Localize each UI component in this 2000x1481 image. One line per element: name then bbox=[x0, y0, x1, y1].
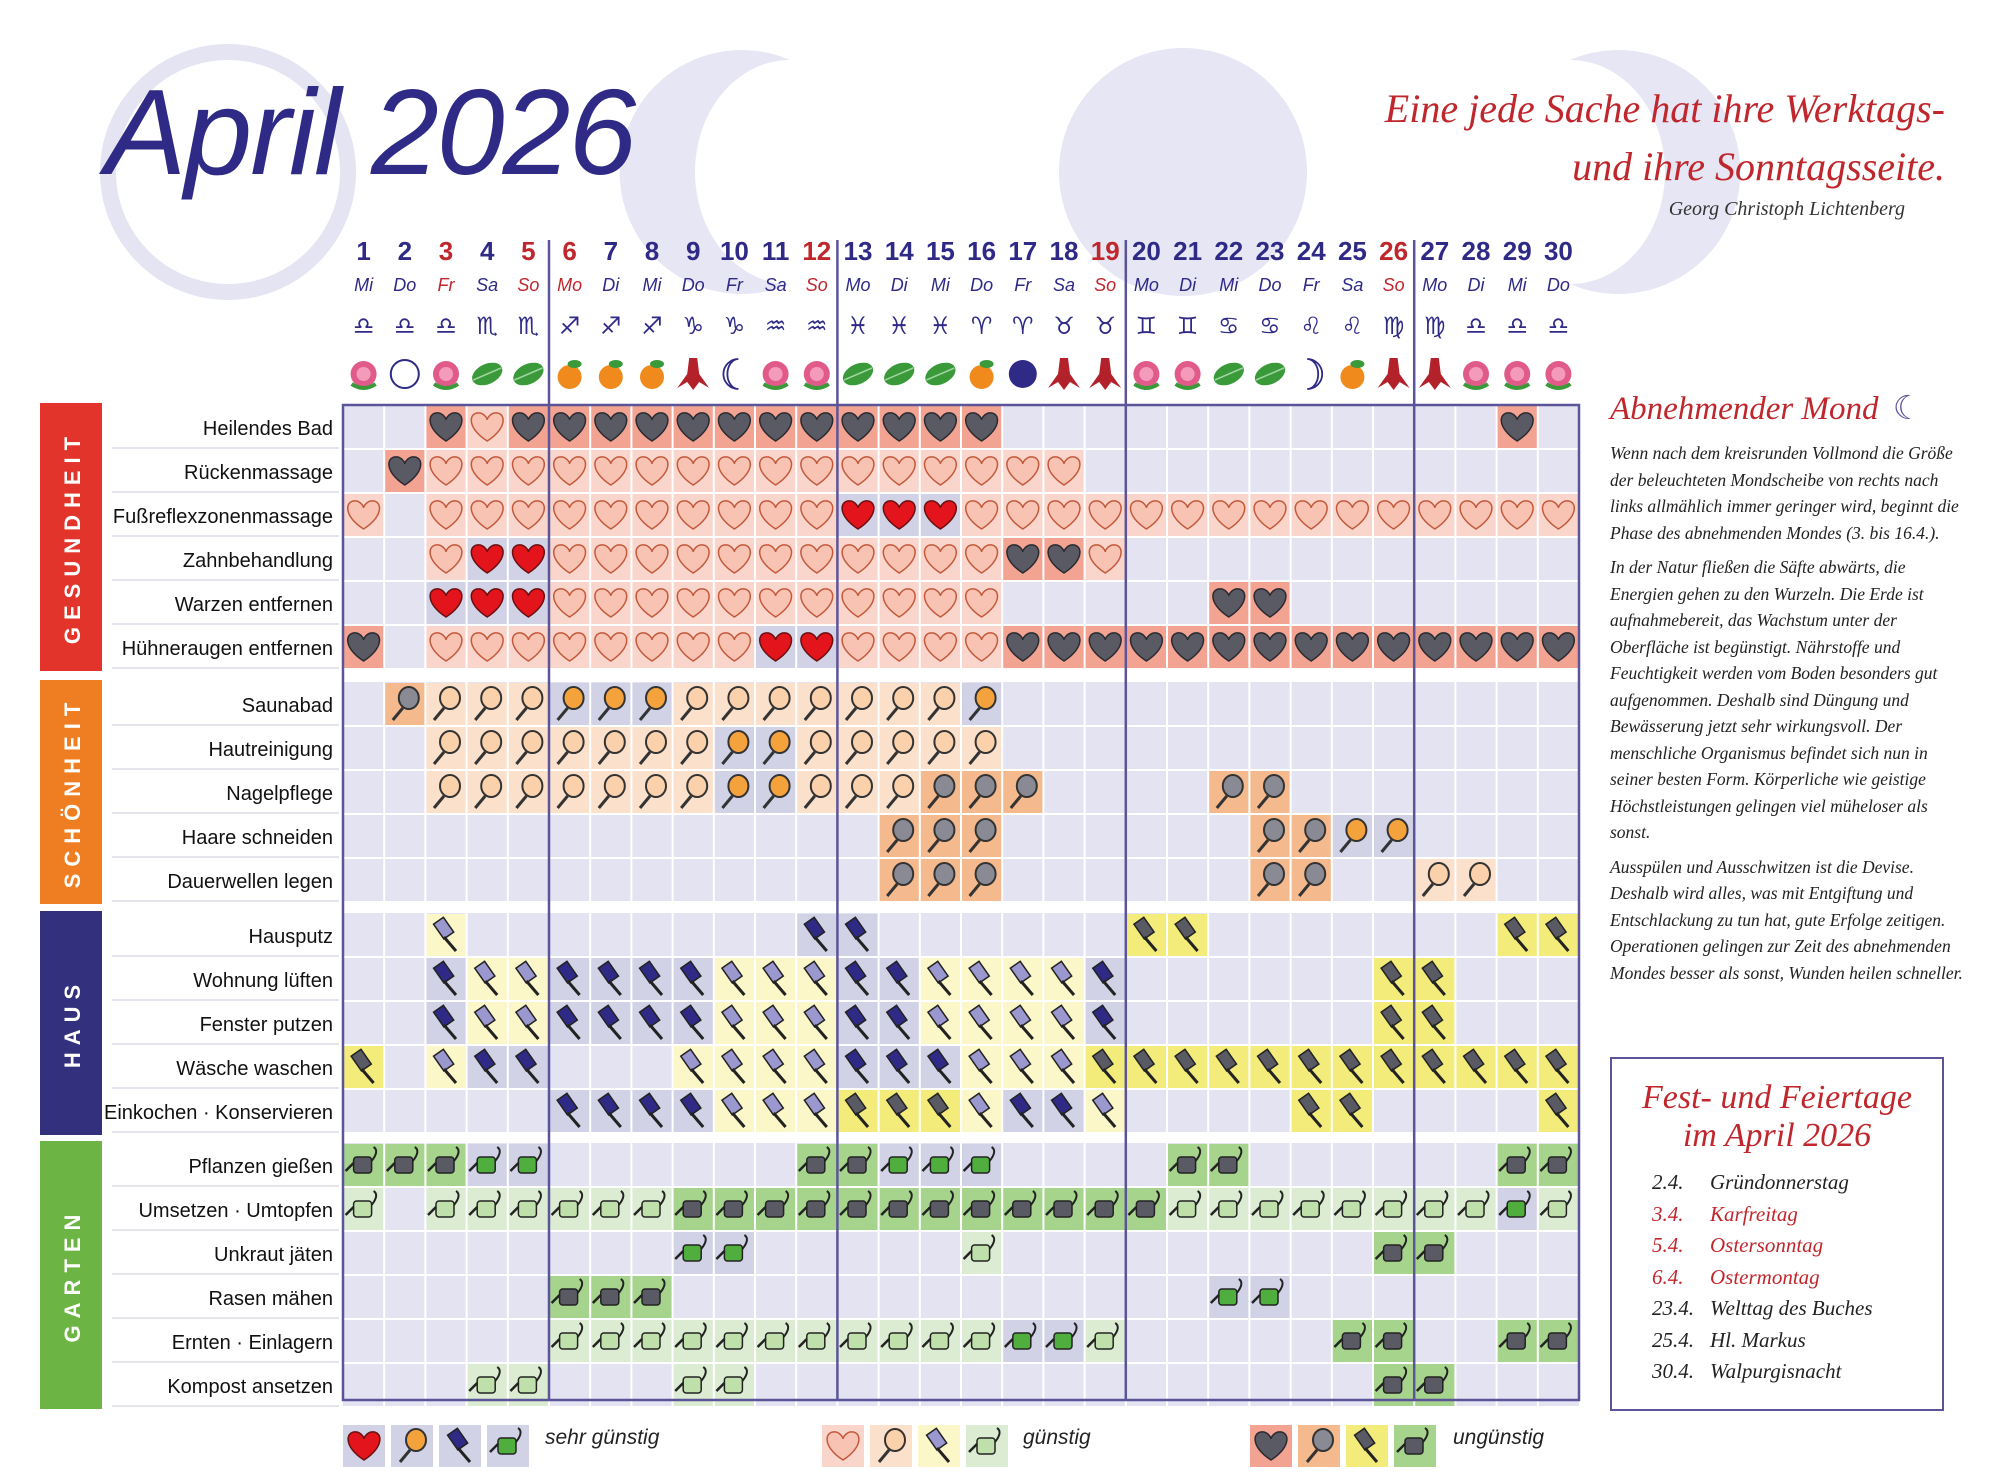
crescent-icon bbox=[723, 359, 738, 389]
legend-good-label: günstig bbox=[1023, 1426, 1091, 1449]
holiday-title-line-1: Fest- und Feiertage bbox=[1641, 1079, 1913, 1116]
moon-paragraph-3: Ausspülen und Ausschwitzen ist die Devise. Deshalb wird alles, was mit Entgiftung und Entschlackung zu tun hat, gute Erfolge zeitigen. Operationen gelingen zur Zeit des abnehmenden Mondes besser als sonst, Wunden heilen schneller. bbox=[1610, 856, 1963, 983]
day-number: 29 bbox=[1502, 236, 1532, 266]
fruit-icon bbox=[558, 360, 582, 389]
leaf-icon bbox=[1251, 358, 1288, 390]
weekday: So bbox=[805, 275, 828, 295]
weekday: Fr bbox=[725, 275, 743, 295]
leaf-icon bbox=[510, 358, 547, 390]
weekday: Do bbox=[681, 275, 705, 295]
weekday: Mo bbox=[1422, 275, 1448, 295]
weekday: Sa bbox=[1341, 275, 1364, 295]
holiday-item bbox=[1652, 1167, 1873, 1199]
section-title: GARTEN bbox=[60, 1207, 85, 1343]
row-label: Dauerwellen legen bbox=[167, 871, 333, 893]
zodiac-sign-icon: ♏ bbox=[476, 312, 498, 340]
zodiac-sign-icon: ♐ bbox=[600, 312, 622, 340]
row-label: Unkraut jäten bbox=[214, 1244, 333, 1266]
weekday: Fr bbox=[1302, 275, 1320, 295]
weekday: Mo bbox=[557, 275, 583, 295]
weekday: Do bbox=[970, 275, 994, 295]
day-number: 21 bbox=[1173, 236, 1203, 266]
day-number: 7 bbox=[603, 236, 619, 266]
weekday: Di bbox=[890, 275, 908, 295]
zodiac-sign-icon: ♓ bbox=[847, 312, 869, 340]
holiday-item bbox=[1652, 1262, 1873, 1294]
row-label: Wäsche waschen bbox=[176, 1058, 333, 1080]
day-number: 18 bbox=[1049, 236, 1079, 266]
section-title: SCHÖNHEIT bbox=[60, 695, 85, 889]
zodiac-sign-icon: ♍ bbox=[1424, 312, 1446, 340]
day-number: 23 bbox=[1255, 236, 1285, 266]
day-number: 13 bbox=[843, 236, 873, 266]
holiday-box bbox=[1610, 1057, 1944, 1411]
zodiac-sign-icon: ♑ bbox=[723, 312, 746, 340]
holiday-name: Ostermontag bbox=[1710, 1264, 1820, 1289]
holiday-name: Gründonnerstag bbox=[1710, 1170, 1849, 1194]
moon-phase-title bbox=[1610, 388, 1922, 428]
holiday-list bbox=[1652, 1167, 1873, 1388]
zodiac-sign-icon: ♋ bbox=[1218, 312, 1240, 340]
zodiac-sign-icon: ♉ bbox=[1094, 312, 1116, 340]
zodiac-sign-icon: ♒ bbox=[806, 312, 828, 340]
row-label: Warzen entfernen bbox=[174, 594, 333, 616]
moon-phase-text bbox=[1610, 440, 1965, 994]
row-label: Fenster putzen bbox=[199, 1014, 333, 1036]
fruit-icon bbox=[970, 360, 994, 389]
leaf-icon bbox=[1210, 358, 1247, 390]
root-icon bbox=[1048, 358, 1080, 390]
zodiac-sign-icon: ♊ bbox=[1176, 312, 1199, 340]
row-label: Nagelpflege bbox=[226, 783, 333, 805]
crescent-wax-icon bbox=[1307, 359, 1322, 389]
day-number: 28 bbox=[1461, 236, 1491, 266]
legend-bad-label: ungünstig bbox=[1453, 1426, 1545, 1449]
day-number: 30 bbox=[1543, 236, 1573, 266]
quote-line-1: Eine jede Sache hat ihre Werktags- bbox=[1384, 86, 1945, 131]
row-label: Hausputz bbox=[248, 926, 333, 948]
day-number: 10 bbox=[719, 236, 749, 266]
flower-icon bbox=[433, 361, 459, 388]
day-number: 19 bbox=[1090, 236, 1120, 266]
weekday: Di bbox=[1467, 275, 1485, 295]
moon-phase-title-text: Abnehmender Mond bbox=[1610, 391, 1879, 427]
weekday: Mi bbox=[1507, 275, 1527, 295]
holiday-item bbox=[1652, 1199, 1873, 1231]
weekday: So bbox=[1094, 275, 1117, 295]
holiday-date: 23.4. bbox=[1652, 1296, 1694, 1320]
weekday: So bbox=[1382, 275, 1405, 295]
holiday-date: 3.4. bbox=[1652, 1201, 1684, 1226]
flower-icon bbox=[763, 361, 789, 388]
holiday-date: 6.4. bbox=[1652, 1264, 1684, 1289]
zodiac-sign-icon: ♊ bbox=[1135, 312, 1158, 340]
row-label: Rasen mähen bbox=[208, 1288, 333, 1310]
zodiac-sign-icon: ♏ bbox=[517, 312, 540, 340]
flower-icon bbox=[351, 361, 377, 388]
waning-moon-icon: ☾ bbox=[1892, 391, 1923, 427]
weekday: Mo bbox=[1133, 275, 1159, 295]
zodiac-sign-icon: ♎ bbox=[435, 312, 457, 340]
section-title: HAUS bbox=[60, 977, 85, 1069]
weekday: Mi bbox=[930, 275, 950, 295]
row-label: Hühneraugen entfernen bbox=[121, 638, 333, 660]
quote-author: Georg Christoph Lichtenberg bbox=[1668, 198, 1905, 220]
zodiac-sign-icon: ♒ bbox=[764, 312, 787, 340]
day-number: 15 bbox=[925, 236, 955, 266]
zodiac-sign-icon: ♐ bbox=[558, 312, 581, 340]
day-number: 11 bbox=[761, 236, 790, 266]
weekday: Sa bbox=[1052, 275, 1076, 295]
row-label: Wohnung lüften bbox=[193, 970, 333, 992]
weekday: Sa bbox=[476, 275, 499, 295]
zodiac-sign-icon: ♈ bbox=[1012, 312, 1034, 340]
weekday: Di bbox=[602, 275, 620, 295]
holiday-date: 5.4. bbox=[1652, 1233, 1684, 1257]
holiday-date: 25.4. bbox=[1652, 1327, 1694, 1352]
row-label: Saunabad bbox=[241, 695, 333, 717]
zodiac-sign-icon: ♌ bbox=[1300, 312, 1322, 340]
row-label: Einkochen · Konservieren bbox=[103, 1102, 333, 1124]
zodiac-sign-icon: ♎ bbox=[352, 312, 375, 340]
zodiac-sign-icon: ♉ bbox=[1053, 312, 1075, 340]
day-number: 16 bbox=[967, 236, 997, 266]
zodiac-sign-icon: ♎ bbox=[1547, 312, 1570, 340]
root-icon bbox=[1089, 358, 1121, 390]
zodiac-sign-icon: ♎ bbox=[394, 312, 416, 340]
row-label: Rückenmassage bbox=[184, 462, 333, 484]
row-label: Haare schneiden bbox=[181, 827, 333, 849]
root-icon bbox=[677, 358, 709, 390]
weekday: Fr bbox=[437, 275, 455, 295]
day-number: 2 bbox=[397, 236, 413, 266]
page-title: April 2026 bbox=[105, 64, 635, 200]
quote-line-2: und ihre Sonntagsseite. bbox=[1572, 144, 1945, 189]
day-number: 26 bbox=[1379, 236, 1409, 266]
section-title: GESUNDHEIT bbox=[60, 429, 85, 645]
day-number: 22 bbox=[1214, 236, 1244, 266]
day-number: 12 bbox=[802, 236, 832, 266]
fruit-icon bbox=[599, 360, 623, 389]
weekday: Do bbox=[1546, 275, 1570, 295]
day-number: 27 bbox=[1420, 236, 1450, 266]
holiday-item bbox=[1652, 1293, 1873, 1325]
holiday-item bbox=[1652, 1325, 1873, 1357]
root-icon bbox=[1419, 358, 1451, 390]
row-label: Hautreinigung bbox=[208, 739, 333, 761]
holiday-name: Ostersonntag bbox=[1710, 1233, 1824, 1257]
leaf-icon bbox=[880, 358, 917, 390]
flower-icon bbox=[1545, 361, 1571, 388]
weekday: Di bbox=[1179, 275, 1197, 295]
day-number: 25 bbox=[1337, 236, 1367, 266]
weekday: Fr bbox=[1014, 275, 1032, 295]
day-number: 8 bbox=[644, 236, 660, 266]
zodiac-sign-icon: ♍ bbox=[1382, 312, 1405, 340]
row-label: Fußreflexzonenmassage bbox=[112, 506, 333, 528]
row-label: Pflanzen gießen bbox=[188, 1156, 333, 1178]
moon-paragraph-2: In der Natur fließen die Säfte abwärts, die Energien gehen zu den Wurzeln. Die Erde ist aufnahmebereit, das Wachstum unter der Oberfläche ist begünstigt. Nährstoffe und Feuchtigkeit werden vom Boden besonders gut aufgenommen. Deshalb sind Düngung und Bewässerung jetzt sehr wirkungsvoll. Der menschliche Organismus befindet sich nun in seiner besten Form. Körperliche wie geistige Höchstleistungen gelingen viel müheloser als sonst. bbox=[1610, 557, 1938, 842]
holiday-title bbox=[1612, 1079, 1942, 1155]
day-number: 17 bbox=[1008, 236, 1038, 266]
zodiac-sign-icon: ♓ bbox=[888, 312, 910, 340]
holiday-item bbox=[1652, 1230, 1873, 1262]
flower-icon bbox=[1133, 361, 1159, 388]
day-number: 24 bbox=[1296, 236, 1326, 266]
holiday-name: Karfreitag bbox=[1710, 1201, 1798, 1226]
weekday: Do bbox=[1258, 275, 1282, 295]
day-number: 9 bbox=[685, 236, 701, 266]
flower-icon bbox=[1175, 361, 1201, 388]
row-label: Umsetzen · Umtopfen bbox=[138, 1200, 333, 1222]
weekday: Do bbox=[393, 275, 417, 295]
holiday-item bbox=[1652, 1356, 1873, 1388]
zodiac-sign-icon: ♌ bbox=[1341, 312, 1364, 340]
flower-icon bbox=[1504, 361, 1530, 388]
root-icon bbox=[1378, 358, 1410, 390]
row-label: Kompost ansetzen bbox=[167, 1376, 333, 1398]
weekday: Mi bbox=[642, 275, 662, 295]
holiday-name: Walpurgisnacht bbox=[1710, 1359, 1842, 1383]
zodiac-sign-icon: ♎ bbox=[1506, 312, 1528, 340]
moon-paragraph-1: Wenn nach dem kreisrunden Vollmond die Größe der beleuchteten Mondscheibe von rechts nach links allmählich immer geringer wird, beginnt die Phase des abnehmenden Mondes (3. bis 16.4.). bbox=[1610, 443, 1959, 543]
zodiac-sign-icon: ♑ bbox=[682, 312, 704, 340]
newmoon-icon bbox=[1009, 360, 1037, 388]
holiday-name: Hl. Markus bbox=[1710, 1327, 1806, 1352]
fruit-icon bbox=[640, 360, 664, 389]
weekday: Mo bbox=[845, 275, 871, 295]
zodiac-sign-icon: ♈ bbox=[970, 312, 993, 340]
weekday: So bbox=[517, 275, 540, 295]
row-label: Zahnbehandlung bbox=[182, 550, 333, 572]
day-number: 5 bbox=[521, 236, 536, 266]
day-number: 14 bbox=[884, 236, 914, 266]
zodiac-sign-icon: ♎ bbox=[1465, 312, 1487, 340]
weekday: Mi bbox=[1219, 275, 1239, 295]
leaf-icon bbox=[468, 358, 505, 390]
holiday-date: 2.4. bbox=[1652, 1170, 1684, 1194]
flower-icon bbox=[804, 361, 830, 388]
weekday: Sa bbox=[764, 275, 787, 295]
fullmoon-outline-icon bbox=[391, 360, 419, 388]
leaf-icon bbox=[922, 358, 959, 390]
legend-very-good-label: sehr günstig bbox=[545, 1426, 660, 1449]
day-number: 3 bbox=[438, 236, 454, 266]
flower-icon bbox=[1463, 361, 1489, 388]
row-label: Ernten · Einlagern bbox=[171, 1332, 333, 1354]
day-number: 6 bbox=[562, 236, 577, 266]
holiday-title-line-2: im April 2026 bbox=[1682, 1117, 1872, 1154]
fruit-icon bbox=[1340, 360, 1364, 389]
leaf-icon bbox=[839, 358, 876, 390]
holiday-date: 30.4. bbox=[1652, 1359, 1694, 1383]
day-number: 1 bbox=[356, 236, 371, 266]
zodiac-sign-icon: ♋ bbox=[1259, 312, 1281, 340]
zodiac-sign-icon: ♐ bbox=[641, 312, 663, 340]
zodiac-sign-icon: ♓ bbox=[929, 312, 952, 340]
weekday: Mi bbox=[354, 275, 374, 295]
row-label: Heilendes Bad bbox=[202, 418, 333, 440]
day-number: 4 bbox=[479, 236, 495, 266]
holiday-name: Welttag des Buches bbox=[1710, 1296, 1873, 1320]
day-number: 20 bbox=[1131, 236, 1161, 266]
